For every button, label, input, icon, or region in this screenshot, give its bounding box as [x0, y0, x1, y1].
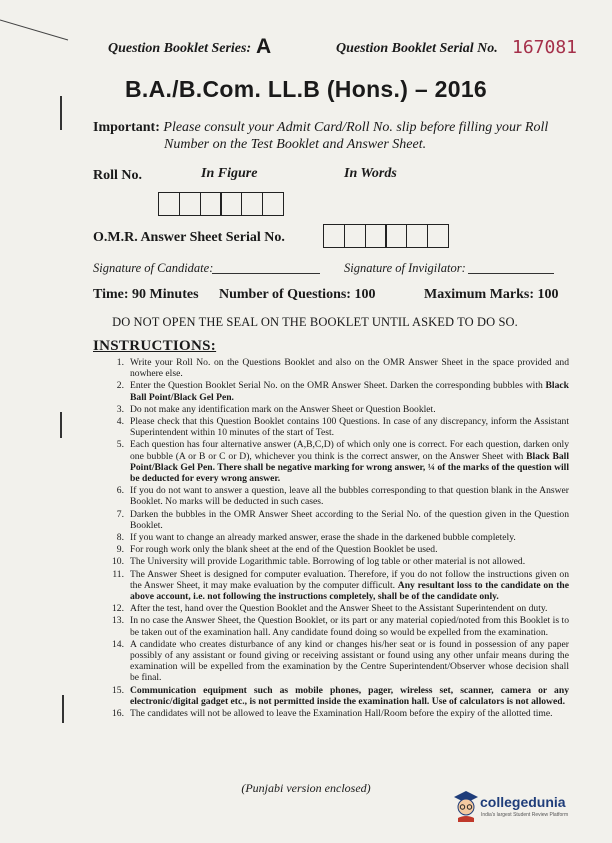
instruction-text: If you want to change an already marked answer, erase the shade in the darkened bubble completely.	[130, 532, 516, 544]
candidate-signature-label: Signature of Candidate:	[93, 261, 214, 275]
logo-name: collegedunia	[480, 794, 566, 810]
instruction-text: Do not make any identification mark on the Answer Sheet or Question Booklet.	[130, 403, 436, 415]
instruction-number: 4.	[116, 416, 124, 428]
serial-label: Question Booklet Serial No.	[336, 41, 498, 56]
instruction-text: The University will provide Logarithmic table. Borrowing of log table or other material is not allowed.	[130, 556, 526, 568]
collegedunia-logo	[452, 788, 572, 826]
serial-value: 167081	[512, 37, 578, 58]
series-value: A	[256, 35, 272, 58]
instruction-number: 13.	[112, 615, 124, 627]
instruction-text: Please check that this Question Booklet contains 100 Questions. In case of any discrepancy, inform the Assistant Superintendent within 10 minutes of the start of Test.	[130, 416, 569, 439]
instruction-text: Enter the Question Booklet Serial No. on the OMR Answer Sheet. Darken the corresponding bubbles with	[130, 380, 543, 392]
instruction-text: The Answer Sheet is designed for computer evaluation. Therefore, if you do not follow the instructions given on the Answer Sheet, it may make evaluation by the computer difficult.	[130, 568, 569, 591]
omr-digit-box[interactable]	[323, 224, 345, 248]
omr-digit-box[interactable]	[427, 224, 449, 248]
instruction-item	[104, 615, 569, 637]
instruction-number: 6.	[116, 485, 124, 497]
instruction-text: For rough work only the blank sheet at the end of the Question Booklet be used.	[130, 544, 438, 556]
roll-digit-box[interactable]	[220, 192, 242, 216]
omr-serial-label: O.M.R. Answer Sheet Serial No.	[93, 230, 285, 245]
time-info: Time: 90 Minutes	[93, 287, 199, 302]
instruction-item	[104, 639, 569, 684]
booklet-header	[108, 37, 578, 63]
instruction-item	[104, 380, 569, 402]
instruction-text: If you do not want to answer a question, leave all the bubbles corresponding to that question blank in the Answer Booklet. No marks will be deducted in such cases.	[130, 485, 569, 508]
instruction-number: 1.	[116, 357, 124, 368]
instruction-number: 7.	[116, 508, 124, 520]
instruction-item	[104, 556, 569, 567]
instruction-item	[104, 603, 569, 614]
instruction-text: Darken the bubbles in the OMR Answer Sheet according to the Serial No. of the question given in the Question Booklet.	[130, 508, 569, 531]
roll-no-boxes[interactable]	[158, 192, 283, 216]
instruction-bold-text: Any resultant loss to the candidate on the above account, i.e. not following the instructions completely, shall be of the candidate only.	[130, 579, 570, 603]
omr-serial-boxes[interactable]	[323, 224, 448, 248]
roll-digit-box[interactable]	[158, 192, 180, 216]
roll-digit-box[interactable]	[262, 192, 284, 216]
marks-info: Maximum Marks: 100	[424, 287, 559, 302]
instruction-text: Write your Roll No. on the Questions Booklet and also on the OMR Answer Sheet in the space provided and nowhere else.	[130, 357, 569, 380]
omr-digit-box[interactable]	[365, 224, 387, 248]
instruction-number: 5.	[116, 439, 124, 451]
instruction-bold-text: Black Ball Point/Black Gel Pen. There shall be negative marking for wrong answer, ¼ of the marks of the question will be deducted for every wrong answer.	[130, 450, 569, 485]
instruction-number: 11.	[112, 568, 124, 580]
candidate-signature-line[interactable]	[212, 273, 320, 274]
instruction-item	[104, 532, 569, 543]
roll-no-label: Roll No.	[93, 168, 142, 183]
left-margin-mark	[62, 695, 64, 723]
instruction-number: 8.	[116, 532, 124, 544]
instruction-number: 16.	[112, 708, 124, 720]
instruction-item	[104, 569, 569, 603]
instruction-number: 3.	[116, 403, 124, 415]
instructions-heading: INSTRUCTIONS:	[93, 338, 217, 354]
roll-digit-box[interactable]	[200, 192, 222, 216]
instruction-item	[104, 416, 569, 438]
roll-digit-box[interactable]	[179, 192, 201, 216]
important-text: Please consult your Admit Card/Roll No. slip before filling your Roll	[163, 120, 549, 135]
omr-digit-box[interactable]	[385, 224, 407, 248]
instruction-item	[104, 685, 569, 707]
instruction-item	[104, 404, 569, 415]
in-words-label: In Words	[344, 166, 397, 181]
instruction-item	[104, 357, 569, 379]
instruction-number: 9.	[116, 544, 124, 556]
instruction-number: 15.	[112, 684, 124, 696]
logo-tagline: India's largest Student Review Platform	[481, 812, 569, 818]
instructions-list	[104, 357, 569, 720]
instruction-text: In no case the Answer Sheet, the Question Booklet, or its part or any material copied/noted from this Booklet is to be taken out of the examination hall. Any candidate found doing so would be expelled from the examination.	[130, 615, 569, 638]
instruction-text: The candidates will not be allowed to leave the Examination Hall/Room before the expiry of the allotted time.	[130, 708, 553, 720]
invigilator-signature-label: Signature of Invigilator:	[344, 261, 466, 275]
instruction-bold-text: Black Ball Point/Black Gel Pen.	[130, 380, 569, 403]
questions-info: Number of Questions: 100	[219, 287, 376, 302]
instruction-item	[104, 509, 569, 531]
seal-notice: DO NOT OPEN THE SEAL ON THE BOOKLET UNTIL ASKED TO DO SO.	[112, 315, 518, 329]
instruction-number: 12.	[112, 603, 124, 615]
important-text-line2: Number on the Test Booklet and Answer Sheet.	[164, 137, 427, 152]
graduate-icon	[452, 788, 480, 822]
instruction-item	[104, 708, 569, 719]
punjabi-version-note: (Punjabi version enclosed)	[241, 781, 371, 795]
instruction-number: 2.	[116, 380, 124, 392]
instruction-text: Each question has four alternative answer (A,B,C,D) of which only one is correct. For each question, darken only one bubble (A or B or C or D), whichever you think is the correct answer, on the Answer Sheet with	[130, 439, 569, 462]
instruction-text: A candidate who creates disturbance of any kind or changes his/her seat or is found in possession of any paper possibly of any assistant or found giving or receiving assistant or found using any other unfair means during the examination will be expelled from the examination by the Centre Superintendent/Observer whose decision shall be final.	[130, 638, 569, 684]
instruction-item	[104, 485, 569, 507]
instruction-item	[104, 544, 569, 555]
instruction-text: After the test, hand over the Question Booklet and the Answer Sheet to the Assistant Superintendent on duty.	[130, 603, 548, 615]
instruction-number: 10.	[112, 556, 124, 568]
omr-digit-box[interactable]	[344, 224, 366, 248]
instruction-item	[104, 439, 569, 484]
omr-digit-box[interactable]	[406, 224, 428, 248]
in-figure-label: In Figure	[201, 166, 258, 181]
roll-digit-box[interactable]	[241, 192, 263, 216]
important-label: Important:	[93, 120, 160, 135]
series-label: Question Booklet Series:	[108, 41, 252, 56]
invigilator-signature-line[interactable]	[468, 273, 554, 274]
left-margin-mark	[60, 412, 62, 438]
corner-fold-mark	[0, 0, 70, 60]
exam-title: B.A./B.Com. LL.B (Hons.) – 2016	[124, 76, 487, 102]
instruction-bold-text: Communication equipment such as mobile phones, pager, wireless set, scanner, camera or any electronic/digital gadget etc., is not permitted inside the examination hall. Use of calculators is not allowed.	[130, 684, 569, 707]
important-note	[93, 118, 583, 137]
instruction-number: 14.	[112, 638, 124, 650]
